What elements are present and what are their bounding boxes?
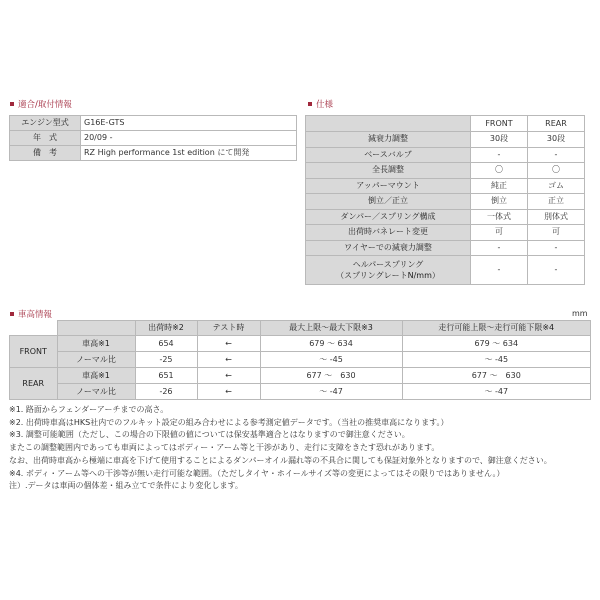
height-title-text: 車高情報 bbox=[18, 310, 53, 320]
table-row bbox=[306, 178, 585, 194]
fit-value-year: 20/09 - bbox=[81, 131, 297, 146]
spec-row-front: 30段 bbox=[471, 132, 528, 148]
spec-row-front: - bbox=[471, 256, 528, 285]
height-header-test: テスト時 bbox=[197, 321, 260, 336]
table-row bbox=[306, 116, 585, 132]
fit-label-note: 備 考 bbox=[10, 146, 81, 161]
unit-label: mm bbox=[572, 309, 588, 318]
table-row bbox=[10, 384, 591, 400]
spec-row-label: 全長調整 bbox=[306, 163, 471, 179]
fit-section-title bbox=[10, 98, 72, 110]
helper-spring-sublabel: （スプリングレートN/mm） bbox=[336, 271, 440, 280]
spec-row-rear: - bbox=[528, 256, 585, 285]
spec-row-front: 倒立 bbox=[471, 194, 528, 210]
spec-row-front: 〇 bbox=[471, 163, 528, 179]
spec-row-rear: 〇 bbox=[528, 163, 585, 179]
table-row bbox=[306, 240, 585, 256]
height-row-label: 車高※1 bbox=[57, 336, 135, 352]
spec-row-rear: - bbox=[528, 240, 585, 256]
height-section-title bbox=[10, 308, 52, 320]
height-corner-blank bbox=[10, 321, 58, 336]
height-table bbox=[9, 320, 591, 400]
height-header-max: 最大上限～最大下限※3 bbox=[260, 321, 402, 336]
note-line: ※4. ボディ・アーム等への干渉等が無い走行可能な範囲。（ただしタイヤ・ホイールサイズ等の変更によってはその限りではありません。） bbox=[9, 468, 505, 478]
section-marker-icon bbox=[308, 102, 312, 106]
height-group-front: FRONT bbox=[10, 336, 58, 368]
section-marker-icon bbox=[10, 102, 14, 106]
height-max-value: 679 ～ 634 bbox=[260, 336, 402, 352]
spec-row-label: 出荷時バネレート変更 bbox=[306, 225, 471, 241]
table-row bbox=[10, 352, 591, 368]
fit-label-engine: エンジン型式 bbox=[10, 116, 81, 131]
spec-row-front: - bbox=[471, 147, 528, 163]
height-test-value: ← bbox=[197, 384, 260, 400]
note-line: 注）.データは車両の個体差・組み立てで条件により変化します。 bbox=[9, 481, 243, 491]
table-row bbox=[10, 336, 591, 352]
spec-row-label bbox=[306, 256, 471, 285]
height-test-value: ← bbox=[197, 336, 260, 352]
fit-table bbox=[9, 115, 297, 161]
height-ship-value: -25 bbox=[135, 352, 197, 368]
spec-header-front: FRONT bbox=[471, 116, 528, 132]
spec-header-rear: REAR bbox=[528, 116, 585, 132]
table-row bbox=[10, 131, 297, 146]
height-ship-value: -26 bbox=[135, 384, 197, 400]
height-row-label: 車高※1 bbox=[57, 368, 135, 384]
height-header-ship: 出荷時※2 bbox=[135, 321, 197, 336]
height-test-value: ← bbox=[197, 368, 260, 384]
spec-row-front: - bbox=[471, 240, 528, 256]
spec-title-text: 仕様 bbox=[316, 100, 334, 110]
height-row-label: ノーマル比 bbox=[57, 384, 135, 400]
spec-row-label: ベースバルブ bbox=[306, 147, 471, 163]
table-row bbox=[306, 147, 585, 163]
spec-row-rear: 30段 bbox=[528, 132, 585, 148]
height-run-value: ～ -47 bbox=[402, 384, 591, 400]
table-row bbox=[306, 163, 585, 179]
spec-row-label: 減衰力調整 bbox=[306, 132, 471, 148]
spec-row-front: 可 bbox=[471, 225, 528, 241]
fit-label-year: 年 式 bbox=[10, 131, 81, 146]
spec-row-label: ワイヤーでの減衰力調整 bbox=[306, 240, 471, 256]
note-line: またこの調整範囲内であっても車両によってはボディー・アーム等と干渉があり、走行に支障をきたす恐れがあります。 bbox=[9, 443, 440, 453]
height-row-label: ノーマル比 bbox=[57, 352, 135, 368]
note-line: ※3. 調整可能範囲（ただし、この場合の下限値の値については保安基準適合とはなりますので御注意ください。 bbox=[9, 430, 410, 440]
height-max-value: 677 ～ 630 bbox=[260, 368, 402, 384]
table-row bbox=[10, 146, 297, 161]
height-header-run: 走行可能上限～走行可能下限※4 bbox=[402, 321, 591, 336]
fit-title-text: 適合/取付情報 bbox=[18, 100, 72, 110]
section-marker-icon bbox=[10, 312, 14, 316]
spec-row-label: 倒立／正立 bbox=[306, 194, 471, 210]
spec-section-title bbox=[308, 98, 333, 110]
spec-row-rear: 正立 bbox=[528, 194, 585, 210]
spec-row-rear: - bbox=[528, 147, 585, 163]
height-run-value: 679 ～ 634 bbox=[402, 336, 591, 352]
height-max-value: ～ -47 bbox=[260, 384, 402, 400]
notes-block bbox=[9, 404, 594, 493]
table-row bbox=[10, 321, 591, 336]
spec-row-rear: ゴム bbox=[528, 178, 585, 194]
spec-header-blank bbox=[306, 116, 471, 132]
table-row bbox=[10, 368, 591, 384]
helper-spring-label: ヘルパースプリング bbox=[352, 260, 424, 269]
spec-row-rear: 可 bbox=[528, 225, 585, 241]
height-test-value: ← bbox=[197, 352, 260, 368]
height-corner-header bbox=[57, 321, 135, 336]
height-ship-value: 654 bbox=[135, 336, 197, 352]
table-row bbox=[306, 225, 585, 241]
table-row bbox=[306, 256, 585, 285]
note-line: なお、出荷時車高から極端に車高を下げて使用することによるダンパーオイル漏れ等の不具合に関しても保証対象外となりますので、御注意ください。 bbox=[9, 455, 552, 465]
table-row bbox=[306, 209, 585, 225]
spec-row-front: 純正 bbox=[471, 178, 528, 194]
height-max-value: ～ -45 bbox=[260, 352, 402, 368]
note-line: ※2. 出荷時車高はHKS社内でのフルキット設定の組み合わせによる参考測定値データです。（当社の推奨車高になります。） bbox=[9, 417, 449, 427]
spec-table bbox=[305, 115, 585, 285]
height-ship-value: 651 bbox=[135, 368, 197, 384]
height-group-rear: REAR bbox=[10, 368, 58, 400]
height-run-value: ～ -45 bbox=[402, 352, 591, 368]
table-row bbox=[306, 194, 585, 210]
table-row bbox=[10, 116, 297, 131]
spec-row-rear: 別体式 bbox=[528, 209, 585, 225]
spec-row-label: ダンパー／スプリング構成 bbox=[306, 209, 471, 225]
table-row bbox=[306, 132, 585, 148]
fit-value-note: RZ High performance 1st edition にて開発 bbox=[81, 146, 297, 161]
fit-value-engine: G16E-GTS bbox=[81, 116, 297, 131]
height-run-value: 677 ～ 630 bbox=[402, 368, 591, 384]
note-line: ※1. 路面からフェンダーアーチまでの高さ。 bbox=[9, 405, 169, 414]
spec-row-label: アッパーマウント bbox=[306, 178, 471, 194]
spec-row-front: 一体式 bbox=[471, 209, 528, 225]
